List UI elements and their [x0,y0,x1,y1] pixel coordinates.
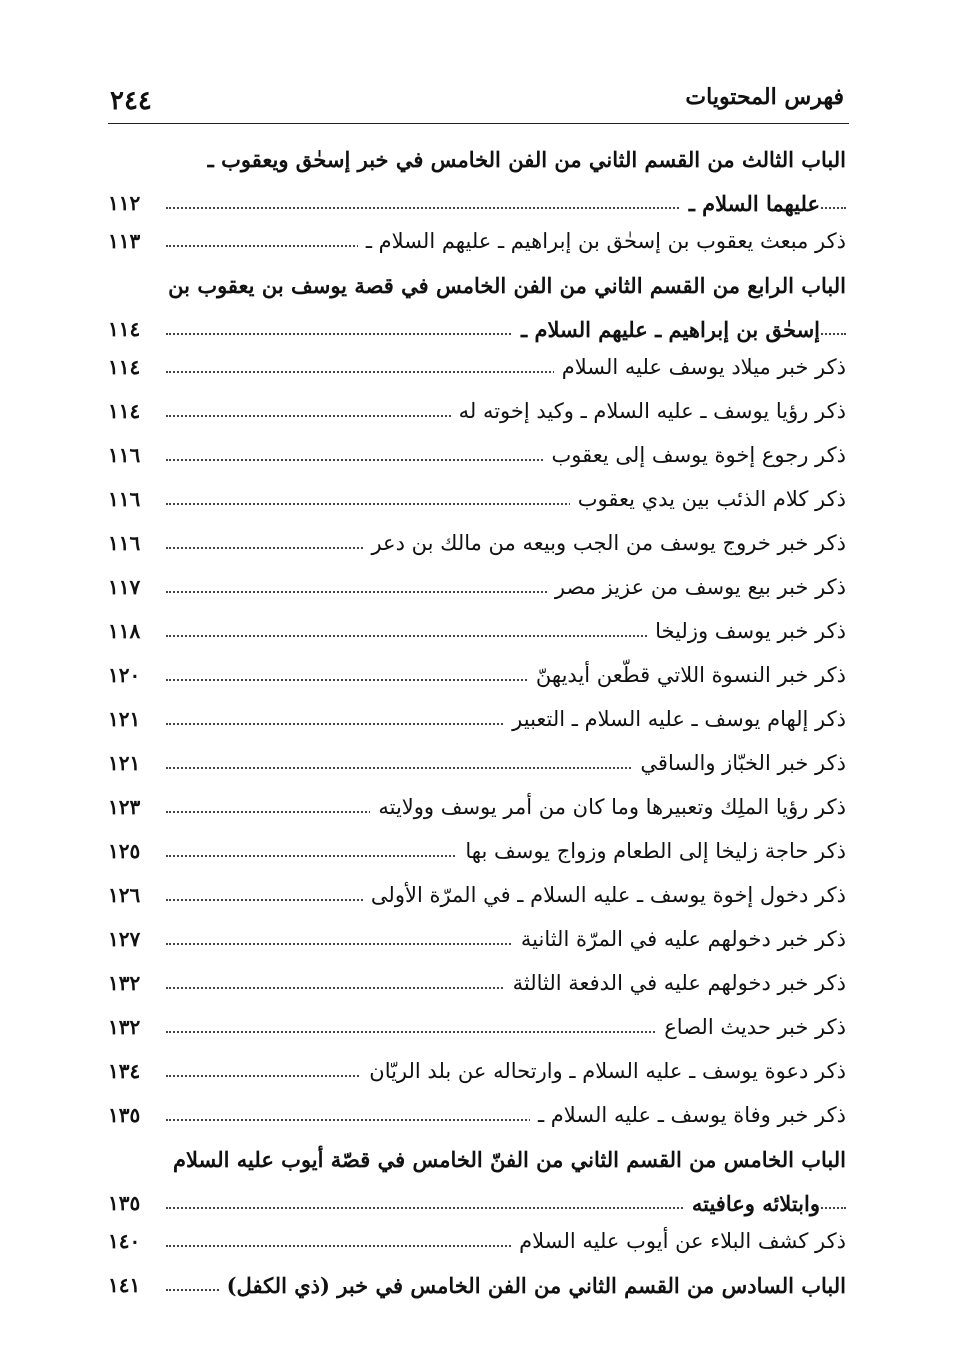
page-number: ٢٤٤ [110,86,152,116]
toc-chapter-row [108,1143,846,1187]
toc-entry-row [108,351,846,395]
table-of-contents [108,143,846,1313]
toc-entry-row [108,1011,846,1055]
toc-page-number: ١٢٦ [108,883,141,907]
toc-entry-row [108,225,846,269]
toc-page-number: ١٤٠ [108,1229,141,1253]
toc-entry-row [108,1225,846,1269]
toc-chapter-row [108,1187,846,1225]
toc-page-number: ١٣٥ [108,1103,141,1127]
toc-entry-text: إسحٰق بن إبراهيم ـ عليهم السلام ـ [513,317,820,342]
toc-page-number: ١١٤ [108,317,141,341]
toc-chapter-row [108,187,846,225]
toc-entry-row [108,527,846,571]
toc-entry-row [108,615,846,659]
toc-page-number: ١٣٢ [108,1015,141,1039]
toc-entry-row [108,703,846,747]
toc-entry-text: ذكر خبر النسوة اللاتي قطّعن أيديهنّ [528,663,846,687]
toc-entry-text: ذكر خبر حديث الصاع [656,1015,846,1039]
toc-page-number: ١٣٥ [108,1191,141,1215]
toc-entry-text: ذكر خبر دخولهم عليه في الدفعة الثالثة [505,971,846,995]
toc-chapter-row [108,269,846,313]
toc-chapter-row [108,313,846,351]
toc-page-number: ١٢١ [108,751,141,775]
toc-entry-row [108,483,846,527]
toc-page-number: ١١٢ [108,191,141,215]
toc-page-number: ١٤١ [108,1273,141,1297]
toc-page-number: ١١٤ [108,399,141,423]
toc-entry-row [108,835,846,879]
toc-page-number: ١١٣ [108,229,141,253]
toc-chapter-row [108,1269,846,1313]
toc-entry-text: ذكر خبر ميلاد يوسف عليه السلام [554,355,846,379]
toc-entry-text: ذكر خبر خروج يوسف من الجب وبيعه من مالك بن دعر [363,531,846,555]
toc-entry-text: ذكر إلهام يوسف ـ عليه السلام ـ التعبير [504,707,846,731]
toc-entry-row [108,1099,846,1143]
toc-entry-text: عليهما السلام ـ [681,191,820,216]
toc-entry-row [108,571,846,615]
toc-page-number: ١٢٥ [108,839,141,863]
toc-page-number: ١٢١ [108,707,141,731]
toc-page-number: ١٣٤ [108,1059,141,1083]
toc-entry-text: الباب الرابع من القسم الثاني من الفن الخامس في قصة يوسف بن يعقوب بن [160,273,846,298]
toc-entry-row [108,1055,846,1099]
toc-page-number: ١١٦ [108,531,141,555]
toc-entry-text: ذكر دخول إخوة يوسف ـ عليه السلام ـ في المرّة الأولى [363,883,846,907]
header-rule [108,123,849,124]
toc-page-number: ١١٦ [108,443,141,467]
toc-entry-text: الباب الثالث من القسم الثاني من الفن الخامس في خبر إسحٰق ويعقوب ـ [200,147,846,172]
toc-page-number: ١٣٢ [108,971,141,995]
toc-entry-text: وابتلائه وعافيته [684,1191,820,1216]
toc-entry-row [108,967,846,1011]
toc-entry-row [108,879,846,923]
toc-page-number: ١٢٣ [108,795,141,819]
toc-entry-text: ذكر رؤيا الملِك وتعبيرها وما كان من أمر يوسف وولايته [370,795,846,819]
toc-entry-text: ذكر كشف البلاء عن أيوب عليه السلام [511,1229,846,1253]
toc-entry-text: ذكر خبر يوسف وزليخا [647,619,846,643]
toc-entry-row [108,923,846,967]
toc-entry-text: ذكر حاجة زليخا إلى الطعام وزواج يوسف بها [457,839,846,863]
toc-page-number: ١٢٠ [108,663,141,687]
toc-page-number: ١٢٧ [108,927,141,951]
toc-entry-text: الباب الخامس من القسم الثاني من الفنّ الخامس في قصّة أيوب عليه السلام [165,1147,846,1172]
toc-page-number: ١١٤ [108,355,141,379]
toc-page-number: ١١٦ [108,487,141,511]
toc-entry-text: ذكر دعوة يوسف ـ عليه السلام ـ وارتحاله عن بلد الريّان [361,1059,846,1083]
toc-entry-text: ذكر خبر بيع يوسف من عزيز مصر [547,575,846,599]
toc-chapter-row [108,143,846,187]
toc-entry-text: ذكر مبعث يعقوب بن إسحٰق بن إبراهيم ـ عليهم السلام ـ [358,229,846,253]
toc-entry-text: ذكر رؤيا يوسف ـ عليه السلام ـ وكيد إخوته له [451,399,846,423]
toc-entry-row [108,791,846,835]
toc-entry-text: ذكر خبر وفاة يوسف ـ عليه السلام ـ [530,1103,846,1127]
toc-entry-text: ذكر رجوع إخوة يوسف إلى يعقوب [544,443,846,467]
toc-entry-text: الباب السادس من القسم الثاني من الفن الخامس في خبر (ذي الكفل) [219,1273,846,1298]
toc-entry-row [108,659,846,703]
toc-entry-row [108,747,846,791]
toc-entry-text: ذكر كلام الذئب بين يدي يعقوب [570,487,846,511]
toc-page-number: ١١٧ [108,575,141,599]
toc-entry-text: ذكر خبر الخبّاز والساقي [632,751,846,775]
running-header-title: فهرس المحتويات [685,84,844,110]
toc-entry-row [108,395,846,439]
toc-entry-row [108,439,846,483]
toc-page-number: ١١٨ [108,619,141,643]
toc-entry-text: ذكر خبر دخولهم عليه في المرّة الثانية [513,927,846,951]
